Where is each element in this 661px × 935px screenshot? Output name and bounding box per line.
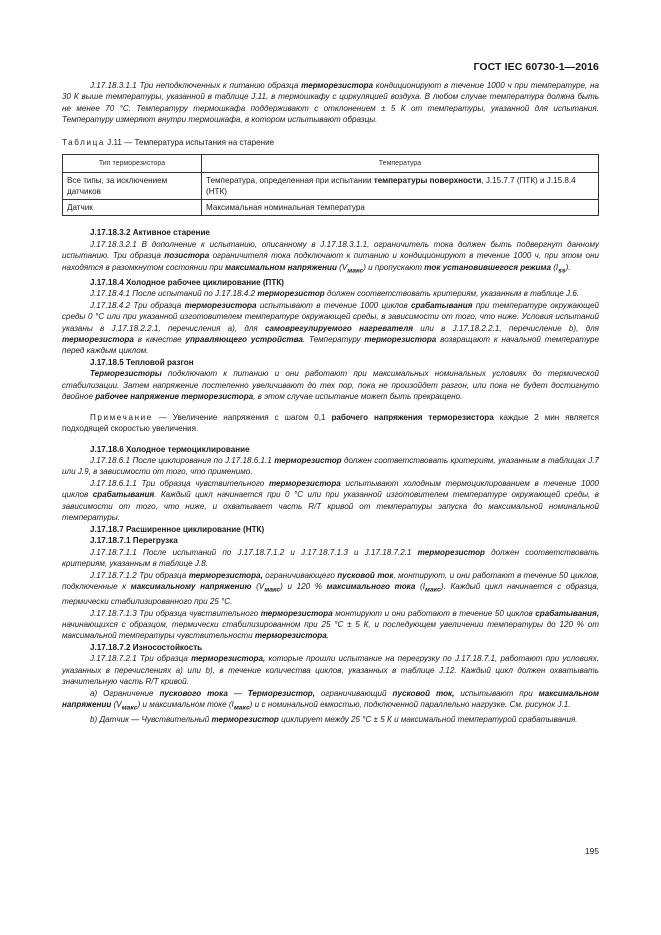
note-label: Примечание bbox=[90, 412, 153, 422]
table-cell-type: Все типы, за исключением датчиков bbox=[63, 173, 202, 200]
text-run: при температуре окружающей среды 0 °С или при указанной изготовителем температуре окружающей среды, в зависимости от того, что ниже. Условия испытаний указаны в J.17.18.2.2.1, перечисления а), для bbox=[62, 300, 600, 333]
note-paragraph bbox=[62, 412, 599, 435]
subscript: макс bbox=[424, 586, 441, 594]
text-run: ограничителя тока подключают к питанию и кондиционируют в течение 1000 ч, при этом они находятся в разомкнутом состоянии при bbox=[62, 251, 600, 272]
term-thermistor: терморезистора bbox=[364, 334, 437, 344]
text-run: (I bbox=[550, 262, 559, 272]
term-control-device: управляющего устройства bbox=[185, 334, 303, 344]
term-thermistor: терморезистор bbox=[257, 289, 325, 299]
term-operation: срабатывания, bbox=[535, 608, 599, 618]
term-operation: срабатывания bbox=[411, 300, 473, 310]
list-item-b bbox=[62, 714, 599, 725]
text-run: в качестве bbox=[133, 334, 186, 344]
text-run: — bbox=[227, 688, 248, 698]
subscript: макс bbox=[121, 704, 138, 712]
text-run: J.17.18.7.1.3 Три образца чувствительного bbox=[90, 608, 261, 618]
term-max-voltage: максимальному напряжению bbox=[130, 582, 252, 592]
text-run: , J.15.7.7 (ПТК) и J.15.8.4 (НТК) bbox=[206, 176, 576, 197]
paragraph-j-17-18-7-1-2 bbox=[62, 570, 599, 608]
term-thermistors: Терморезисторы bbox=[90, 369, 162, 379]
text-run: подключают к питанию и они работают при максимальных номинальных условиях до термической стабилизации. Затем напряжение постепенно увеличивают до тех пор, пока не произойдет разгон, или пока не будет достигнуто двойное bbox=[62, 369, 599, 402]
table-header-cell: Тип терморезистора bbox=[63, 155, 202, 173]
table-cell-type: Датчик bbox=[63, 200, 202, 216]
text-run: ). Каждый цикл начинается с образца, термически стабилизированного при 25 °С. bbox=[62, 582, 599, 607]
paragraph-j-17-18-5 bbox=[62, 368, 599, 402]
text-run: монтируют и они работают в течение 50 циклов bbox=[332, 608, 536, 618]
text-run: начинающихся с образцом, термически стабилизированном при 25 °С ± 5 К, и последующем увеличении температуры до 120 % от максимальной температуры чувствительности bbox=[62, 619, 599, 641]
term-thermistor: терморезистор bbox=[211, 715, 279, 725]
term-operation: срабатывания bbox=[92, 490, 155, 500]
text-run: кондиционируют в течение 1000 ч при температуре, на 30 К выше температуры, указанной в таблице J.11, в термошкафу с циркуляцией воздуха. В любом случае температура должна быть не менее 70 °С. Температуру термошкафа поддерживают с отклонением ± 5 К от температуры, указанной для испытания. Температуру измеряют внутри термошкафа, в котором испытывают образцы. bbox=[62, 81, 599, 125]
term-surface-temperature: температуры поверхности bbox=[373, 176, 482, 186]
text-run: каждые 2 мин является подходящей скоростью увеличения. bbox=[62, 412, 599, 434]
term-thermistor: терморезистора, bbox=[191, 654, 266, 664]
paragraph-j-17-18-6-1 bbox=[62, 455, 599, 478]
section-heading: J.17.18.5 Тепловой разгон bbox=[90, 357, 194, 367]
term-steady-current: ток установившегося режима bbox=[424, 262, 551, 272]
text-run: ) и с номинальной емкостью, подключенной параллельно нагрузке. См. рисунок J.1. bbox=[249, 700, 571, 710]
subscript: макс bbox=[347, 267, 364, 275]
table-caption-text: J.11 — Температура испытания на старение bbox=[104, 137, 275, 147]
text-run: возвращают к начальной температуре перед каждым циклом. bbox=[62, 334, 599, 356]
text-run: Температура, определенная при испытании bbox=[206, 176, 374, 186]
text-run: ) и максимальном токе (I bbox=[137, 700, 234, 710]
text-run: , монтируют, и они работают в течение 50 циклов, подключенные к bbox=[62, 570, 600, 592]
text-run: ) и пропускают bbox=[363, 262, 425, 272]
table-cell-temperature bbox=[202, 173, 599, 200]
spacer bbox=[62, 403, 599, 409]
paragraph-j-17-18-4-1 bbox=[62, 288, 599, 299]
text-run: J.17.18.6.1 После циклирования по J.17.18.6.1.1 bbox=[90, 456, 275, 466]
text-run: — Увеличение напряжения с шагом 0,1 bbox=[152, 412, 332, 422]
table-cell-temperature: Максимальная номинальная температура bbox=[202, 200, 599, 216]
text-run: ограничивающего bbox=[262, 570, 338, 580]
table-row bbox=[63, 173, 599, 200]
section-heading: J.17.18.6 Холодное термоциклирование bbox=[90, 444, 250, 454]
term-inrush-current: пусковой ток bbox=[337, 570, 394, 580]
text-run: должен соответствовать критериям, указанным в таблице J.8. bbox=[62, 547, 599, 569]
term-thermistor: терморезистор bbox=[417, 547, 485, 557]
paragraph-j-17-18-7-1-1 bbox=[62, 547, 599, 570]
subscript: ss bbox=[558, 267, 566, 275]
paragraph-j-17-18-7-2-1 bbox=[62, 653, 599, 687]
table-caption-label: Таблица bbox=[62, 137, 105, 147]
page-body bbox=[62, 80, 599, 726]
text-run: испытывают в течение 1000 циклов bbox=[256, 300, 412, 310]
text-run: b) Датчик — Чувствительный bbox=[90, 715, 212, 725]
text-run: ). bbox=[565, 262, 571, 272]
text-run: (V bbox=[336, 262, 348, 272]
text-run: . Каждый цикл начинается при 0 °С или при указанной изготовителем температуре окружающей среды, в зависимости от того, что ниже, и охватывает часть R/T кривой от температуры запуска до максимальной номинальной температуры. bbox=[62, 490, 599, 523]
term-thermistor: терморезистора bbox=[260, 608, 333, 618]
term-thermistor: терморезистора bbox=[254, 631, 327, 641]
table-caption bbox=[62, 137, 599, 148]
text-run: циклирует между 25 °С ± 5 К и максимальной температурой срабатывания. bbox=[278, 715, 578, 725]
term-inrush-current: пусковой ток, bbox=[392, 688, 455, 698]
term-posistor: позистора bbox=[164, 251, 210, 261]
text-run: должен соответствовать критериям, указанным в таблицах J.7 или J.9, в зависимости от того, что применимо. bbox=[62, 456, 600, 477]
text-run: J.17.18.7.1.2 Три образца bbox=[90, 570, 189, 580]
term-thermistor: терморезистора bbox=[301, 81, 373, 90]
term-max-current: максимального тока bbox=[326, 582, 416, 592]
text-run: J.17.18.7.1.1 После испытаний по J.17.18.7.1.2 и J.17.18.7.1.3 и J.17.18.7.2.1 bbox=[90, 547, 418, 557]
term-self-regulating-heater: самоврегулируемого нагревателя bbox=[265, 323, 414, 333]
text-run: J.17.18.3.1.1 Три неподключенных к питанию образца bbox=[90, 81, 302, 90]
text-run: (V bbox=[111, 700, 122, 710]
section-heading: J.17.18.7.2 Износостойкость bbox=[90, 642, 203, 652]
subscript: макс bbox=[233, 704, 250, 712]
text-run: . Температуру bbox=[302, 334, 365, 344]
paragraph-j-17-18-4-2 bbox=[62, 300, 599, 357]
section-heading: J.17.18.7 Расширенное циклирование (НТК) bbox=[90, 524, 265, 534]
table-j-11 bbox=[62, 154, 599, 216]
text-run: испытывают при bbox=[454, 688, 539, 698]
table-row bbox=[63, 200, 599, 216]
term-thermistor: терморезистора bbox=[184, 300, 257, 310]
list-item-a bbox=[62, 688, 599, 715]
paragraph-j-17-18-6-1-1 bbox=[62, 478, 599, 524]
page-number: 195 bbox=[584, 846, 599, 856]
text-run: (I bbox=[415, 582, 425, 592]
paragraph-j-17-18-7-1-3 bbox=[62, 608, 599, 642]
text-run: должен соответствовать критериям, указанным в таблице J.6. bbox=[324, 289, 580, 299]
section-heading: J.17.18.7.1 Перегрузка bbox=[90, 536, 178, 546]
text-run: J.17.18.3.2.1 В дополнение к испытанию, описанному в J.17.18.3.1.1, ограничитель тока должен быть подвергнут данному испытанию. Три образца bbox=[62, 239, 599, 261]
table-header-cell: Температура bbox=[202, 155, 599, 173]
subscript: макс bbox=[264, 586, 281, 594]
text-run: а) Ограничение bbox=[90, 688, 160, 698]
term-thermistor: терморезистор bbox=[274, 456, 342, 466]
text-run: или в J.17.18.2.2.1, перечисление b), для bbox=[413, 323, 599, 333]
term-working-voltage: рабочее напряжение терморезистора bbox=[95, 392, 254, 402]
text-run: J.17.18.6.1.1 Три образца чувствительного bbox=[90, 478, 269, 488]
term-thermistor: Терморезистор, bbox=[247, 688, 315, 698]
text-run: ограничивающий bbox=[314, 688, 393, 698]
text-run: испытывают холодным термоциклированием в течение 1000 циклов bbox=[62, 478, 599, 500]
term-thermistor: терморезистора bbox=[268, 478, 341, 488]
text-run: J.17.18.7.2.1 Три образца bbox=[90, 654, 192, 664]
table-header-row bbox=[63, 155, 599, 173]
document-header: ГОСТ IEC 60730-1—2016 bbox=[473, 61, 599, 73]
text-run: (V bbox=[251, 582, 265, 592]
paragraph-j-17-18-3-1-1 bbox=[62, 80, 599, 126]
section-heading: J.17.18.4 Холодное рабочее циклирование (ПТК) bbox=[90, 277, 284, 287]
paragraph-j-17-18-3-2-1 bbox=[62, 239, 599, 277]
section-heading: J.17.18.3.2 Активное старение bbox=[90, 228, 210, 238]
text-run: J.17.18.4.1 После испытаний по J.17.18.4.2 bbox=[90, 289, 258, 299]
term-working-voltage: рабочего напряжения терморезистора bbox=[331, 412, 494, 422]
text-run: . bbox=[326, 631, 330, 641]
term-inrush-current: пускового тока bbox=[159, 688, 228, 698]
term-max-voltage: максимальном напряжении bbox=[62, 688, 599, 710]
text-run: которые прошли испытание на перегрузку по J.17.18.7.1, работают при условиях, указанных в перечислениях а) или b), в течение количества циклов, указанных в таблице J.12. Каждый цикл должен охватывать значительную часть R/T кривой. bbox=[62, 654, 599, 687]
term-thermistor: терморезистора, bbox=[188, 570, 263, 580]
text-run: J.17.18.4.2 Три образца bbox=[90, 300, 185, 310]
term-thermistor: терморезистора bbox=[62, 334, 134, 344]
term-max-voltage: максимальном напряжении bbox=[225, 262, 337, 272]
text-run: ) и 120 % bbox=[280, 582, 327, 592]
text-run: , в этом случае испытание может быть прекращено. bbox=[253, 392, 463, 402]
